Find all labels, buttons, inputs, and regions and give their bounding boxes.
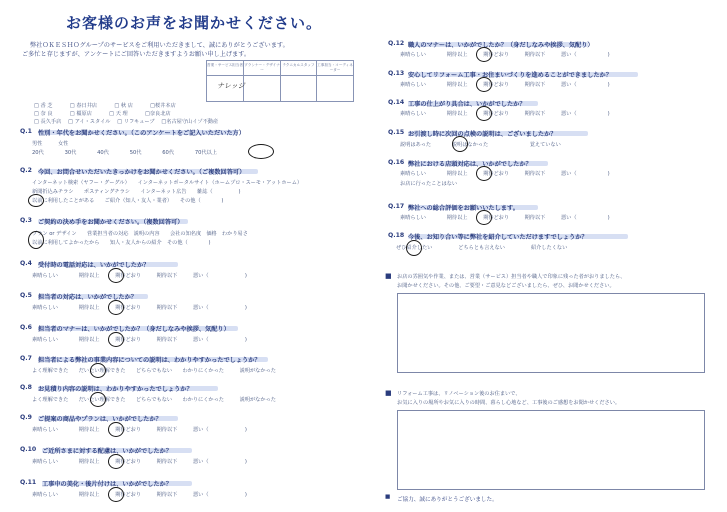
q12-number: Q.12 [388,40,405,47]
q16-answer-circle [476,166,492,181]
store-narakita[interactable]: □奈良北店 [144,111,171,117]
store-sakurai[interactable]: □桜井本店 [150,103,176,109]
q17-options: 素晴らしい 期待以上 期待どおり 期待以下 悪い（ ) [400,215,610,221]
q18-answer-circle [406,240,422,256]
q4-text: 受付時の電話対応は、いかがでしたか？ [38,262,150,269]
q17-text: 弊社への総合評価をお願いいたします。 [408,205,519,212]
q9-number: Q.9 [20,414,32,421]
store-istyle[interactable]: □ アイ・スタイル [68,119,111,125]
q14-text: 工事の仕上がり具合は、いかがでしたか？ [408,101,526,108]
q12-text: 職人のマナーは、いかがでしたか？（身だしなみや挨拶、気配り） [408,42,594,49]
page-title: お客様のお声をお聞かせください。 [66,14,323,32]
q17-number: Q.17 [388,203,405,210]
q11-answer-circle [108,487,124,502]
q15-number: Q.15 [388,129,405,136]
q15-answer-circle [452,136,468,152]
q14-options: 素晴らしい 期待以上 期待どおり 期待以下 悪い（ ) [400,111,610,117]
comment2-textarea[interactable] [397,410,705,490]
q6-answer-circle [108,332,124,347]
q6-number: Q.6 [20,324,32,331]
q4-options: 素晴らしい 期待以上 期待どおり 期待以下 悪い（ ) [32,273,247,279]
q3-text: ご契約の決め手をお聞かせください。（複数回答可） [38,219,184,226]
q4-answer-circle [108,268,124,283]
comment2-line-1: リフォーム工事は、リノベーション後のお住まいで、 [397,391,521,397]
staff-header-technical: テクニカルスタッフ [281,61,317,101]
q1-options-1: 男性 女性 [32,141,69,147]
staff-table [206,60,354,102]
intro-line-2: ご多忙と存じますが、アンケートにご回答いただきますようお願い申し上げます。 [22,51,251,58]
store-row-1 [34,102,176,109]
q7-number: Q.7 [20,355,32,362]
q3-answer-circle [28,231,44,249]
q11-number: Q.11 [20,479,37,486]
q2-answer-circle [28,194,44,207]
q16-number: Q.16 [388,159,405,166]
q5-answer-circle [108,300,124,315]
q11-text: 工事中の美化・後片付けは、いかがでしたか？ [42,481,172,488]
store-kasugai[interactable]: □ 春日井店 [69,103,98,109]
comment1-bullet: ■ [385,272,392,280]
q7-answer-circle [90,363,106,378]
comment1-line-1: お店の雰囲気や作業、または、営業（サービス）担当者や職人で印象に残った者がおりましたら、 [397,274,626,280]
q5-text: 担当者の対応は、いかがでしたか？ [38,294,137,301]
q5-options: 素晴らしい 期待以上 期待どおり 期待以下 悪い（ ) [32,305,247,311]
q16-options-2: お店に行ったことはない [400,181,458,187]
q6-options: 素晴らしい 期待以上 期待どおり 期待以下 悪い（ ) [32,337,247,343]
q13-options: 素晴らしい 期待以上 期待どおり 期待以下 悪い（ ) [400,82,610,88]
q1-number: Q.1 [20,128,32,135]
q18-number: Q.18 [388,232,405,239]
comment2-line-2: お気に入りの場所やお気に入りの時間、暮らし心地など、工事後のご感想をお聞かせください。 [397,400,621,406]
staff-handwritten-name: ナレッジ [217,82,245,90]
staff-header-construction: 工事担当・コーディネーター [317,63,353,72]
q1-answer-circle [248,144,274,159]
footer-bullet: ■ [385,494,391,500]
q7-options: よく理解できた だいたい理解できた どちらでもない わかりにくかった 説明がなかった [32,368,276,374]
q18-text: 今後、お知り合い等に弊社を紹介していただけますでしょうか？ [408,234,588,241]
q14-number: Q.14 [388,99,405,106]
q2-options-1: インターネット検索（ヤフー・グーグル） インターネットポータルサイト（ホームプロ・スーモ・アットホーム） [32,180,303,186]
q10-answer-circle [108,454,124,469]
q12-options: 素晴らしい 期待以上 期待どおり 期待以下 悪い（ ) [400,52,610,58]
q16-options-1: 素晴らしい 期待以上 期待どおり 期待以下 悪い（ ) [400,171,610,177]
store-aki[interactable]: □ 秋 店 [114,103,133,109]
q2-text: 今回、お問合せいただいたきっかけをお聞かせください。（ご複数回答可） [38,169,246,176]
q1-text: 性別・年代をお聞かせください。（このアンケートをご記入いただいた方） [38,130,245,137]
q3-number: Q.3 [20,217,32,224]
q8-number: Q.8 [20,384,32,391]
q3-options-1: プラン or デザイン 営業担当者の対応 説明の内容 会社の知名度 価格 わかり易さ [32,231,248,237]
store-rifcube[interactable]: □ リフキューブ [117,119,155,125]
intro-line-1: 弊社ＯＫＥＳＨＯグループのサービスをご利用いただきまして、誠にありがとうございます。 [30,42,289,49]
q5-number: Q.5 [20,292,32,299]
q13-answer-circle [476,77,492,92]
q10-text: ご近所さまに対する配慮は、いかがでしたか？ [42,448,172,455]
store-nagakute[interactable]: □ 長久手店 [34,119,62,125]
q13-text: 安心してリフォーム工事・お住まいづくりを進めることができましたか？ [408,72,612,79]
staff-header-sales: 営業・サービス担当者 [207,61,244,101]
store-nara[interactable]: □ 奈 良 [34,111,53,117]
q14-answer-circle [476,106,492,121]
q2-number: Q.2 [20,167,32,174]
q8-answer-circle [90,392,106,407]
comment1-line-2: お聞かせください。その他、ご要望・ご意見などございましたら、ぜひ、お聞かせください。 [397,283,615,289]
q1-options-2: 20代 30代 40代 50代 60代 70代以上 [32,150,217,156]
q10-options: 素晴らしい 期待以上 期待どおり 期待以下 悪い（ ) [32,459,247,465]
q11-options: 素晴らしい 期待以上 期待どおり 期待以下 悪い（ ) [32,492,247,498]
q8-options: よく理解できた だいたい理解できた どちらでもない わかりにくかった 説明がなかった [32,397,276,403]
q15-text: お引渡し時に次回の点検の説明は、ございましたか？ [408,131,557,138]
store-nagoya[interactable]: □名古屋守山イゾ不動産 [161,119,219,125]
q17-answer-circle [476,210,492,225]
store-tenri[interactable]: □ 天 理 [109,111,128,117]
store-kashiba[interactable]: □ 香 芝 [34,103,53,109]
q4-number: Q.4 [20,260,32,267]
q6-text: 担当者のマナーは、いかがでしたか？（身だしなみや挨拶、気配り） [38,326,230,333]
comment1-textarea[interactable] [397,293,705,373]
q15-options: 説明はあった 説明はなかった 覚えていない [400,142,561,148]
store-row-2 [34,110,171,117]
q3-options-2: 以前に利用してよかったから 知人・友人からの紹介 その他（ ) [32,240,211,246]
store-row-3 [34,118,218,125]
q9-answer-circle [108,422,124,437]
footer-thanks: ご協力、誠にありがとうございました。 [397,497,498,503]
q18-options: ぜひ紹介したい どちらとも言えない 紹介したくない [396,245,568,251]
store-kashihara[interactable]: □ 橿原店 [69,111,92,117]
comment2-bullet: ■ [385,389,392,397]
q2-options-2: 新聞折込みチラシ ポスティングチラシ インターネット広告 雑誌（ ) [32,189,241,195]
q9-options: 素晴らしい 期待以上 期待どおり 期待以下 悪い（ ) [32,427,247,433]
q16-text: 弊社における店頭対応は、いかがでしたか？ [408,161,532,168]
q10-number: Q.10 [20,446,37,453]
q2-options-3: 以前に利用したことがある ご紹介（知人・友人・業者） その他（ ) [32,198,224,204]
q12-answer-circle [476,47,492,62]
q9-text: ご提案の商品やプランは、いかがでしたか？ [38,416,162,423]
q7-text: 担当者による弊社の事業内容についての説明は、わかりやすかったでしょうか？ [38,357,261,364]
q13-number: Q.13 [388,70,405,77]
staff-header-planner: プランナー・デザイナー [244,61,281,101]
q8-text: お見積り内容の説明は、わかりやすかったでしょうか？ [38,386,193,393]
